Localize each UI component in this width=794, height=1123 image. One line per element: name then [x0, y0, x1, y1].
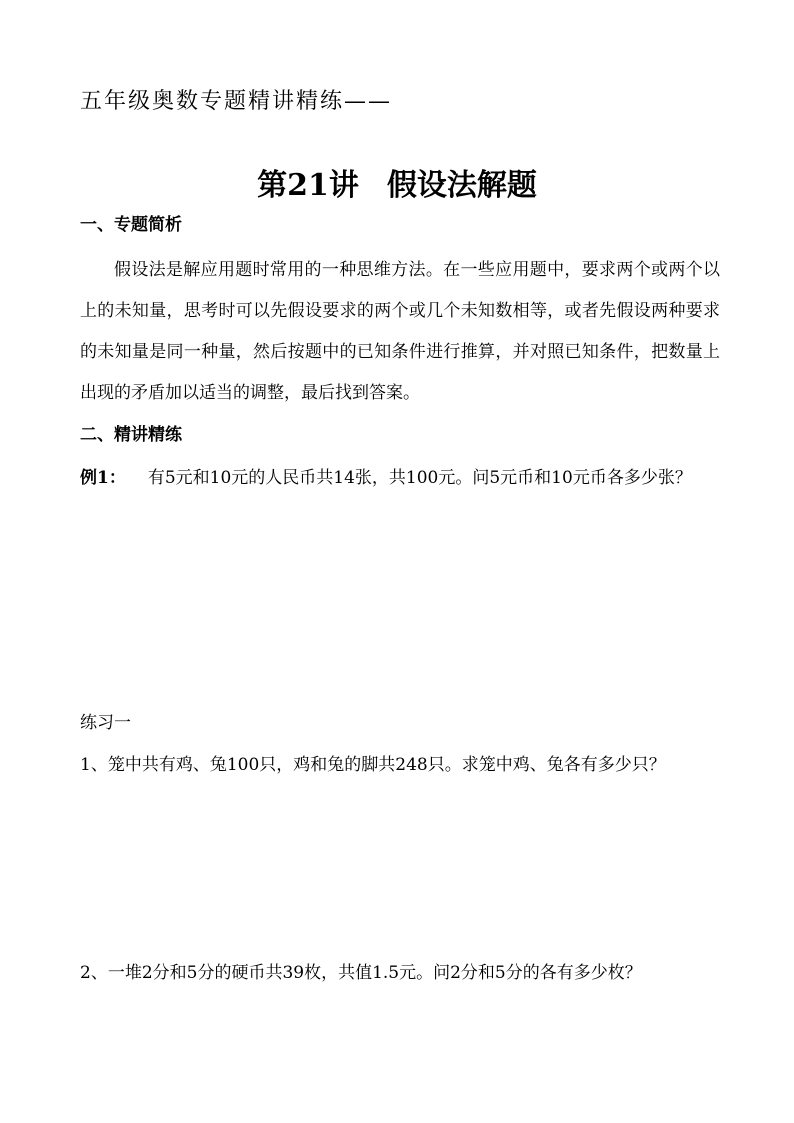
- analysis-paragraph: 假设法是解应用题时常用的一种思维方法。在一些应用题中，要求两个或两个以上的未知量，思考时可以先假设要求的两个或几个未知数相等，或者先假设两种要求的未知量是同一种量，然后按题中的已知条件进行推算，并对照已知条件，把数量上出现的矛盾加以适当的调整，最后找到答案。: [80, 260, 720, 403]
- practice-heading: 练习一: [80, 713, 131, 733]
- example-text: 有5元和10元的人民币共14张，共100元。问5元币和10元币各多少张？: [147, 468, 692, 488]
- section-heading-analysis: 一、专题简析: [80, 215, 182, 235]
- lecture-number: 第21讲: [257, 168, 359, 203]
- section-heading-practice: 二、精讲精练: [80, 425, 182, 445]
- example-label: 例1：: [80, 468, 126, 488]
- practice-question-1: 1、笼中共有鸡、兔100只，鸡和兔的脚共248只。求笼中鸡、兔各有多少只？: [80, 755, 666, 775]
- practice-question-2: 2、一堆2分和5分的硬币共39枚，共值1.5元。问2分和5分的各有多少枚？: [80, 963, 642, 983]
- lecture-topic: 假设法解题: [386, 168, 537, 203]
- series-title: 五年级奥数专题精讲精练——: [80, 89, 393, 114]
- lecture-title: [0, 160, 794, 204]
- example-1: [80, 458, 720, 499]
